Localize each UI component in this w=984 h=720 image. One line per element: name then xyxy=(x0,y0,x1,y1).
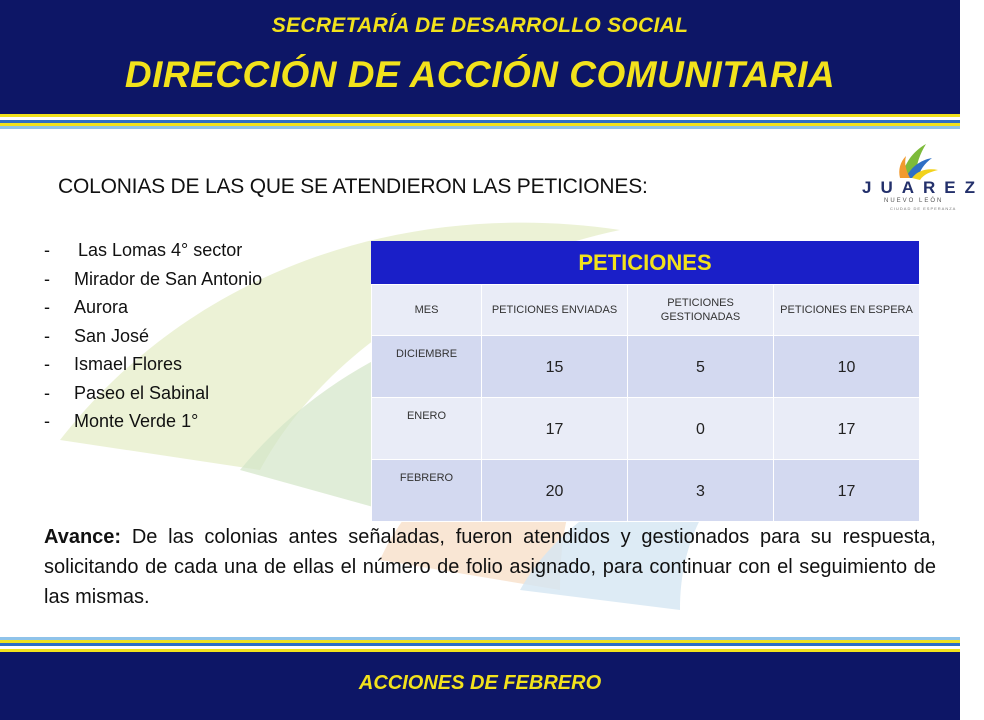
table-row xyxy=(372,460,920,522)
list-item: - Ismael Flores xyxy=(44,354,183,374)
cell-espera: 17 xyxy=(774,398,920,460)
cell-enviadas: 17 xyxy=(482,398,628,460)
avance-paragraph xyxy=(44,522,936,612)
list-item: - Aurora xyxy=(44,297,129,317)
colonia-name: Aurora xyxy=(74,297,129,317)
cell-mes: FEBRERO xyxy=(372,460,482,522)
list-item: - Mirador de San Antonio xyxy=(44,268,263,289)
juarez-logo xyxy=(860,140,984,216)
header-stripes xyxy=(0,114,960,132)
cell-mes: DICIEMBRE xyxy=(372,336,482,398)
column-header: PETICIONES ENVIADAS xyxy=(482,285,628,336)
cell-gestionadas: 5 xyxy=(628,336,774,398)
header-banner xyxy=(0,0,960,114)
table-header-row xyxy=(372,285,920,336)
colonia-name: Ismael Flores xyxy=(74,354,183,374)
cell-enviadas: 20 xyxy=(482,460,628,522)
column-header: MES xyxy=(372,285,482,336)
logo-tagline: CIUDAD DE ESPERANZA xyxy=(890,206,957,211)
colonias-heading: COLONIAS DE LAS QUE SE ATENDIERON LAS PETICIONES: xyxy=(58,175,648,198)
avance-text: De las colonias antes señaladas, fueron atendidos y gestionados para su respuesta, solicitando de cada una de ellas el número de folio asignado, para continuar con el seguimiento de las mismas. xyxy=(44,526,936,608)
list-item: - Paseo el Sabinal xyxy=(44,382,210,403)
footer-banner xyxy=(0,652,960,720)
list-item: - Monte Verde 1° xyxy=(44,411,199,431)
juarez-logo-leaf-icon xyxy=(860,140,958,182)
avance-label: Avance: xyxy=(44,526,122,548)
colonia-name: Paseo el Sabinal xyxy=(74,382,210,403)
header-subtitle: SECRETARÍA DE DESARROLLO SOCIAL xyxy=(271,14,689,37)
cell-mes: ENERO xyxy=(372,398,482,460)
peticiones-table xyxy=(371,241,919,522)
colonias-list xyxy=(44,236,262,436)
cell-gestionadas: 0 xyxy=(628,398,774,460)
colonia-name: Las Lomas 4° sector xyxy=(78,240,243,260)
list-item: - San José xyxy=(44,325,150,346)
column-header: PETICIONES GESTIONADAS xyxy=(628,285,774,336)
table-row xyxy=(372,398,920,460)
table-row xyxy=(372,336,920,398)
colonia-name: San José xyxy=(74,325,150,346)
header-title: DIRECCIÓN DE ACCIÓN COMUNITARIA xyxy=(124,54,836,95)
peticiones-grid xyxy=(371,284,920,522)
list-item: -Las Lomas 4° sector xyxy=(44,240,243,260)
cell-enviadas: 15 xyxy=(482,336,628,398)
footer-title: ACCIONES DE FEBRERO xyxy=(358,672,602,694)
footer-stripes xyxy=(0,634,960,652)
column-header: PETICIONES EN ESPERA xyxy=(774,285,920,336)
table-title: PETICIONES xyxy=(371,241,919,284)
cell-gestionadas: 3 xyxy=(628,460,774,522)
colonia-name: Monte Verde 1° xyxy=(74,411,199,431)
colonia-name: Mirador de San Antonio xyxy=(74,268,263,289)
logo-text: JUAREZ xyxy=(862,178,984,197)
cell-espera: 17 xyxy=(774,460,920,522)
logo-subtitle: NUEVO LEÓN xyxy=(884,198,944,204)
cell-espera: 10 xyxy=(774,336,920,398)
